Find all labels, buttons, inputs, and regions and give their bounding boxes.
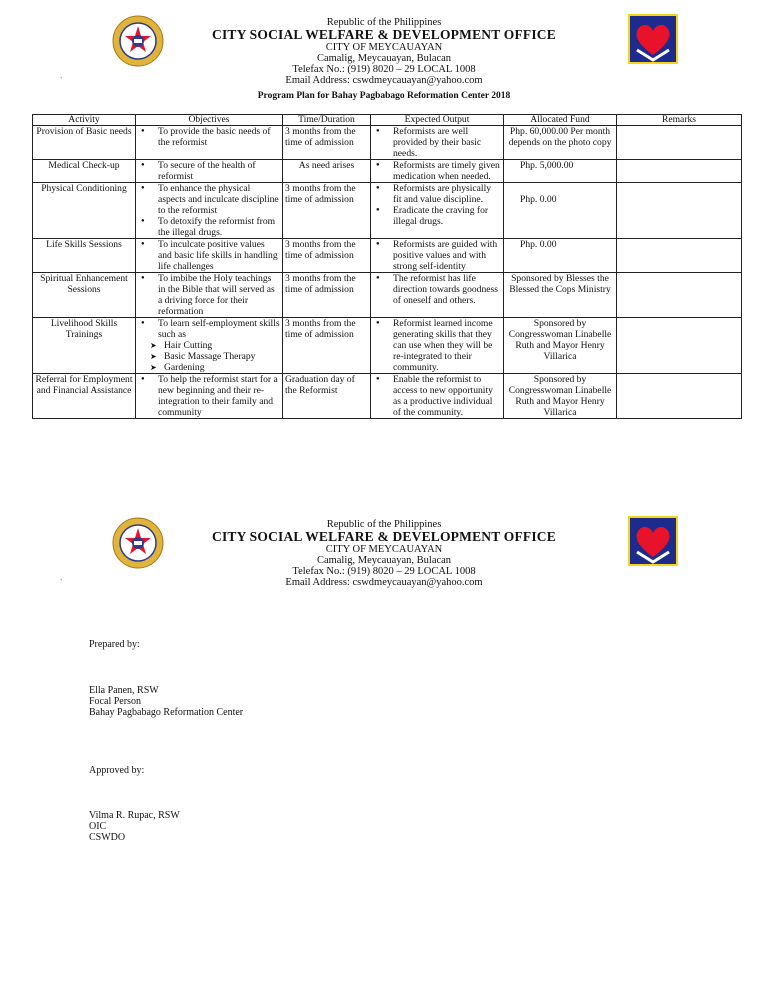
sub-list-item: ➤ Gardening	[164, 362, 280, 373]
activity-cell: Medical Check-up	[33, 160, 136, 183]
address-text: Camalig, Meycauayan, Bulacan	[316, 53, 452, 64]
table-row	[33, 374, 742, 419]
remarks-cell	[617, 126, 742, 160]
fund-cell: Php. 0.00	[504, 183, 617, 239]
time-cell: Graduation day of the Reformist	[283, 374, 371, 419]
list-item: ● The reformist has life direction towards goodness of oneself and others.	[393, 273, 501, 306]
table-header-row	[33, 115, 742, 126]
activity-cell: Physical Conditioning	[33, 183, 136, 239]
column-header: Expected Output	[371, 115, 504, 126]
list-item: ● Reformists are guided with positive values and with strong self-identity	[393, 239, 501, 272]
email-text: Email Address: cswdmeycauayan@yahoo.com	[285, 577, 483, 588]
approved-by-label: Approved by:	[89, 765, 145, 776]
column-header: Time/Duration	[283, 115, 371, 126]
city-seal-icon	[112, 517, 164, 569]
table-row	[33, 239, 742, 273]
objectives-cell	[136, 160, 283, 183]
list-item: ● To inculcate positive values and basic life skills in handling life challenges	[158, 239, 280, 272]
fund-cell: Php. 0.00	[504, 239, 617, 273]
objectives-cell	[136, 183, 283, 239]
table-row	[33, 273, 742, 318]
objectives-cell	[136, 318, 283, 374]
fund-cell: Sponsored by Congresswoman Linabelle Ruth and Mayor Henry Villarica	[504, 374, 617, 419]
list-item: ● To secure of the health of reformist	[158, 160, 280, 182]
office-name: CITY SOCIAL WELFARE & DEVELOPMENT OFFICE	[212, 529, 556, 544]
time-cell: 3 months from the time of admission	[283, 126, 371, 160]
fund-cell: Php. 5,000.00	[504, 160, 617, 183]
list-item: ● To enhance the physical aspects and inculcate discipline to the reformist	[158, 183, 280, 216]
approved-role: OIC	[89, 821, 107, 832]
program-plan-table	[32, 114, 742, 419]
list-item: ● Reformist learned income generating skills that they can use when they will be re-integrated to their community.	[393, 318, 501, 373]
time-cell: 3 months from the time of admission	[283, 183, 371, 239]
output-cell	[371, 160, 504, 183]
list-item: ● To learn self-employment skills such as	[158, 318, 280, 340]
remarks-cell	[617, 239, 742, 273]
output-cell	[371, 126, 504, 160]
objectives-cell	[136, 374, 283, 419]
office-name: CITY SOCIAL WELFARE & DEVELOPMENT OFFICE	[212, 27, 556, 42]
output-cell	[371, 374, 504, 419]
prepared-name: Ella Panen, RSW	[89, 685, 159, 696]
activity-cell: Spiritual Enhancement Sessions	[33, 273, 136, 318]
activity-cell: Livelihood Skills Trainings	[33, 318, 136, 374]
sub-list-item: ➤ Hair Cutting	[164, 340, 280, 351]
remarks-cell	[617, 183, 742, 239]
stray-mark: `	[60, 578, 63, 587]
list-item: ● Reformists are well provided by their basic needs.	[393, 126, 501, 159]
dswd-logo-icon	[628, 14, 678, 64]
sub-list-item: ➤ Basic Massage Therapy	[164, 351, 280, 362]
plan-title: Program Plan for Bahay Pagbabago Reformation Center 2018	[257, 91, 511, 101]
remarks-cell	[617, 160, 742, 183]
prepared-role: Focal Person	[89, 696, 141, 707]
column-header: Allocated Fund	[504, 115, 617, 126]
objectives-cell	[136, 126, 283, 160]
republic-text: Republic of the Philippines	[326, 519, 442, 530]
address-text: Camalig, Meycauayan, Bulacan	[316, 555, 452, 566]
remarks-cell	[617, 318, 742, 374]
table-row	[33, 318, 742, 374]
output-cell	[371, 239, 504, 273]
fund-cell: Sponsored by Congresswoman Linabelle Ruth and Mayor Henry Villarica	[504, 318, 617, 374]
list-item: ● To imbibe the Holy teachings in the Bible that will served as a driving force for their reformation	[158, 273, 280, 317]
column-header: Activity	[33, 115, 136, 126]
list-item: ● To help the reformist start for a new beginning and their re-integration to their family and community	[158, 374, 280, 418]
output-cell	[371, 318, 504, 374]
city-name: CITY OF MEYCAUAYAN	[325, 544, 443, 555]
output-cell	[371, 183, 504, 239]
list-item: ● Eradicate the craving for illegal drugs.	[393, 205, 501, 227]
time-cell: 3 months from the time of admission	[283, 318, 371, 374]
list-item: ● Enable the reformist to access to new opportunity as a productive individual of the community.	[393, 374, 501, 418]
column-header: Objectives	[136, 115, 283, 126]
table-row	[33, 160, 742, 183]
approved-name: Vilma R. Rupac, RSW	[89, 810, 180, 821]
dswd-logo-icon	[628, 516, 678, 566]
objectives-cell	[136, 273, 283, 318]
list-item: ● Reformists are timely given medication when needed.	[393, 160, 501, 182]
approved-by-block	[89, 810, 180, 843]
telefax-text: Telefax No.: (919) 8020 – 29 LOCAL 1008	[292, 64, 476, 75]
activity-cell: Provision of Basic needs	[33, 126, 136, 160]
table-row	[33, 183, 742, 239]
list-item: ● To provide the basic needs of the reformist	[158, 126, 280, 148]
remarks-cell	[617, 273, 742, 318]
remarks-cell	[617, 374, 742, 419]
time-cell: 3 months from the time of admission	[283, 239, 371, 273]
telefax-text: Telefax No.: (919) 8020 – 29 LOCAL 1008	[292, 566, 476, 577]
column-header: Remarks	[617, 115, 742, 126]
list-item: ● Reformists are physically fit and value discipline.	[393, 183, 501, 205]
email-text: Email Address: cswdmeycauayan@yahoo.com	[285, 75, 483, 86]
prepared-by-label: Prepared by:	[89, 639, 140, 650]
table-row	[33, 126, 742, 160]
objectives-cell	[136, 239, 283, 273]
city-seal-icon	[112, 15, 164, 67]
republic-text: Republic of the Philippines	[326, 17, 442, 28]
fund-cell: Php. 60,000.00 Per month depends on the photo copy	[504, 126, 617, 160]
activity-cell: Referral for Employment and Financial Assistance	[33, 374, 136, 419]
prepared-org: Bahay Pagbabago Reformation Center	[89, 707, 244, 718]
fund-cell: Sponsored by Blesses the Blessed the Cops Ministry	[504, 273, 617, 318]
time-cell: As need arises	[283, 160, 371, 183]
stray-mark: `	[60, 76, 63, 85]
list-item: ● To detoxify the reformist from the illegal drugs.	[158, 216, 280, 238]
activity-cell: Life Skills Sessions	[33, 239, 136, 273]
prepared-by-block	[89, 685, 243, 718]
city-name: CITY OF MEYCAUAYAN	[325, 42, 443, 53]
approved-org: CSWDO	[89, 832, 126, 843]
output-cell	[371, 273, 504, 318]
time-cell: 3 months from the time of admission	[283, 273, 371, 318]
